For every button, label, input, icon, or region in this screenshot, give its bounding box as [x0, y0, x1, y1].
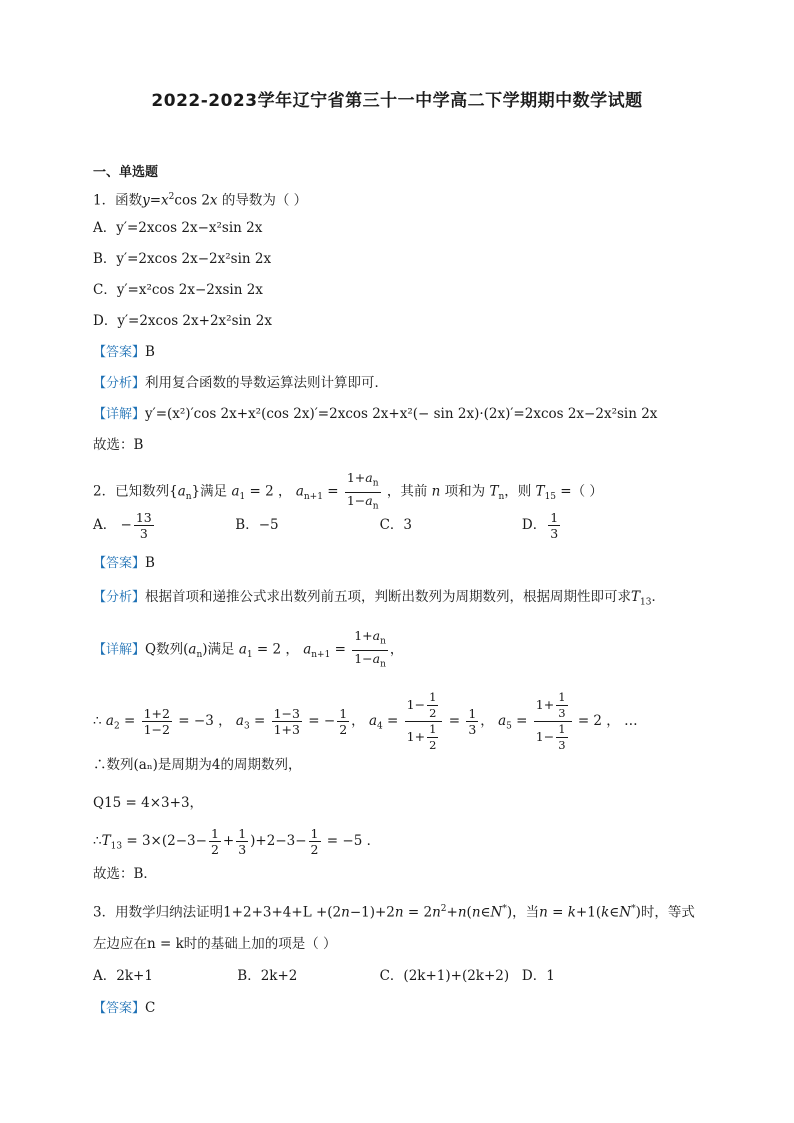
q2-option-a: A． − $\frac{13}{3}$: [93, 510, 152, 541]
q3-stem: 3．用数学归纳法证明$1+2+3+4+L +(2n-1)+2n = 2n^2+n(n\in N^*)$，当n = k+1(k∈N*)时，等式: [93, 904, 695, 921]
answer-tag: 【答案】: [93, 1001, 146, 1016]
detail-tag: 【详解】: [93, 407, 146, 422]
q3-option-a: A．2k+1: [93, 968, 153, 984]
analysis-tag: 【分析】: [93, 376, 146, 391]
q3-option-c: C．(2k+1)+(2k+2): [379, 968, 510, 984]
q2-option-d: D． $\frac{1}{3}$: [521, 510, 559, 541]
q2-detail: 【详解】Q数列$(a_n)$满足 $a_1 = 2$ ， $a_{n+1}$ = $\frac{1+a_n}{1-a_n}$ ，: [93, 628, 404, 669]
analysis-tag: 【分析】: [93, 590, 146, 605]
q2-stem-a: 2．已知数列: [93, 483, 170, 500]
q2-options: [93, 510, 562, 541]
answer-value: B: [145, 555, 155, 571]
q1-option-b: B．y′=2xcos 2x−2x²sin 2x: [93, 251, 272, 267]
q2-terms: ∴ $a_2$ = $\frac{1+2}{1-2}$ = −3 ， $a_3$ = $\frac{1-3}{1+3}$ = − $\frac{1}{2}$ ， $a_4$ = 1− $\frac{1}{2}$ 1+ $\frac{1}{2}$ = $\frac{1}{3}$ ， $a_5$ = 1+ $\frac{1}{3}$ 1− $\frac{1}{3}$ = 2 ， …: [93, 690, 638, 752]
q1-option-d: D．y′=2xcos 2x+2x²sin 2x: [93, 313, 273, 329]
q2-answer: [93, 553, 155, 574]
q2-stem-d: 项和为: [444, 483, 486, 500]
answer-tag: 【答案】: [93, 556, 146, 571]
detail-text: y′=(x²)′cos 2x+x²(cos 2x)′=2xcos 2x+x²(− sin 2x)·(2x)′=2xcos 2x−2x²sin 2x: [145, 406, 658, 422]
detail-text-a: Q数列: [145, 641, 184, 658]
q1-answer: [93, 342, 155, 363]
q1-stem-post: 的导数为（ ）: [221, 192, 308, 209]
analysis-text: 利用复合函数的导数运算法则计算即可．: [145, 375, 389, 391]
q3-stem-c: 时，等式: [640, 904, 695, 921]
q2-stem-b: 满足: [200, 483, 228, 500]
q3-option-b: B．2k+2: [237, 968, 298, 984]
q1-detail: [93, 404, 657, 425]
answer-tag: 【答案】: [93, 345, 146, 360]
q1-analysis: [93, 373, 388, 394]
q1-option-a: A．y′=2xcos 2x−x²sin 2x: [93, 220, 263, 236]
q2-periodic: ∴数列(aₙ)是周期为4的周期数列，: [93, 757, 302, 773]
q3-stem-line2: 左边应在n = k时的基础上加的项是（ ）: [93, 936, 337, 952]
page-title: 2022-2023学年辽宁省第三十一中学高二下学期期中数学试题: [151, 91, 643, 111]
analysis-text: 根据首项和递推公式求出数列前五项，判断出数列为周期数列，根据周期性即可求: [145, 589, 632, 605]
q3-stem-b: ，当: [512, 904, 540, 921]
q3-options: [93, 966, 555, 986]
q2-choose: 故选：B．: [93, 866, 157, 882]
q2-sum: $\therefore T_{13} = 3\times(2-3-$ $\frac{1}{2}$ + $\frac{1}{3}$ )+2−3− $\frac{1}{2}$ = −5 ．: [93, 826, 381, 857]
q2-option-d-label: D．: [521, 517, 547, 533]
q3-option-d: D．1: [521, 968, 555, 984]
q3-stem-a: 3．用数学归纳法证明: [93, 904, 224, 921]
q1-option-c: C．y′=x²cos 2x−2xsin 2x: [93, 282, 263, 298]
answer-value: B: [145, 344, 155, 360]
section-heading: 一、单选题: [93, 165, 159, 180]
detail-tag: 【详解】: [93, 642, 146, 658]
q1-choose: 故选：B: [93, 437, 144, 453]
q2-stem: 2．已知数列$\{a_n\}$满足 $a_1 = 2$ ， $a_{n+1}$ = $\frac{1+a_n}{1-a_n}$ ，其前 n 项和为 $T_n$，则 $T_{15}$ =（ ）: [93, 470, 603, 511]
q2-stem-e: ，则: [504, 483, 532, 500]
answer-value: C: [145, 1000, 156, 1016]
q2-stem-c: ，其前: [386, 483, 428, 500]
q2-option-b: B．−5: [235, 517, 279, 533]
q2-option-a-label: A．: [93, 517, 117, 533]
q3-answer: [93, 998, 155, 1019]
q2-stem-f: （ ）: [571, 483, 603, 500]
q1-stem: 1．函数$y=x^2\cos$ 2x 的导数为（ ）: [93, 192, 308, 209]
detail-text-b: 满足: [207, 641, 235, 658]
q1-stem-pre: 1．函数: [93, 192, 143, 209]
q2-option-c: C．3: [379, 517, 413, 533]
q2-q15: Q15 = 4×3+3，: [93, 795, 204, 811]
q2-analysis: 【分析】根据首项和递推公式求出数列前五项，判断出数列为周期数列，根据周期性即可求$T_{13}$．: [93, 589, 665, 608]
